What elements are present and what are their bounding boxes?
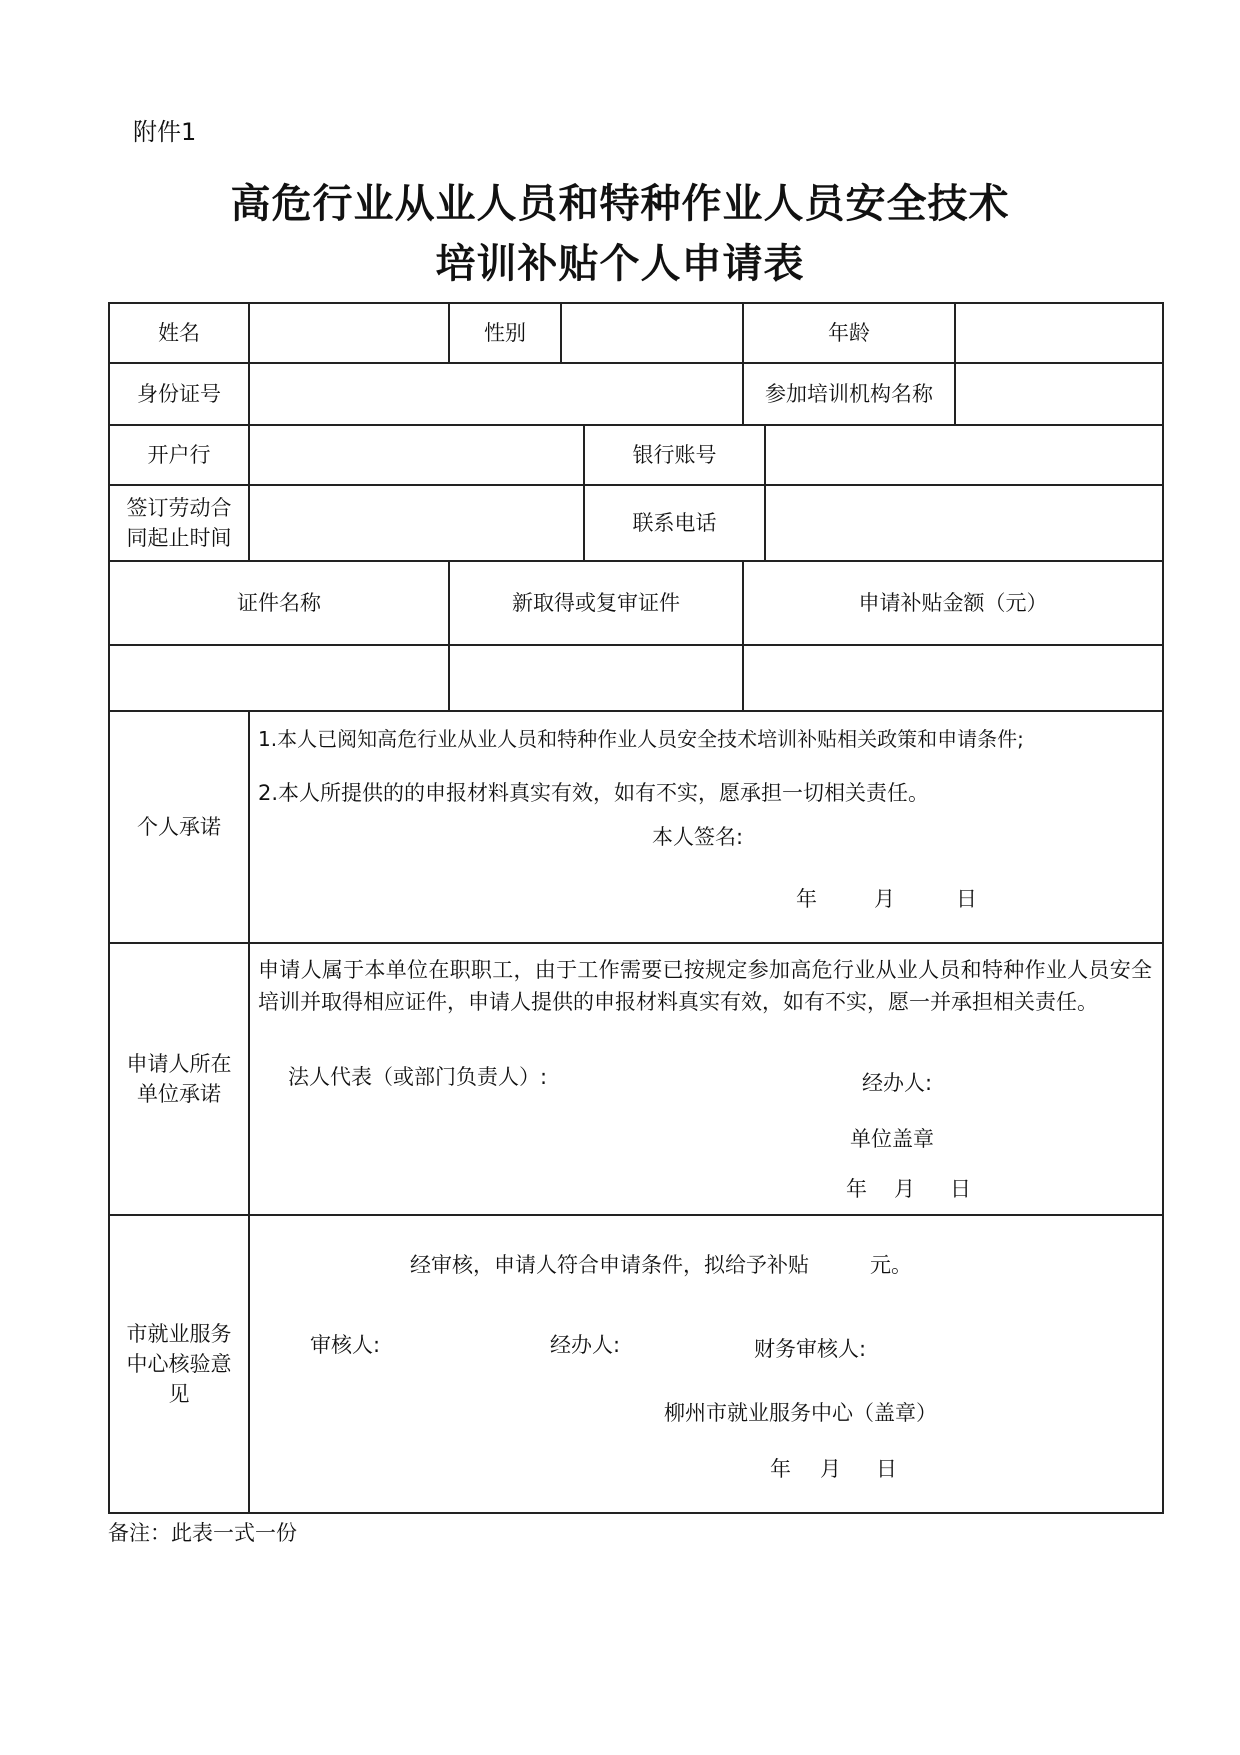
label-age: 年龄 <box>743 303 955 363</box>
center-reviewer-label: 审核人: <box>310 1333 381 1357</box>
label-cert-name: 证件名称 <box>109 561 449 645</box>
employer-seal-label: 单位盖章 <box>850 1127 934 1151</box>
personal-signature-label: 本人签名: <box>652 825 744 849</box>
label-name: 姓名 <box>109 303 249 363</box>
employer-statement: 申请人属于本单位在职职工，由于工作需要已按规定参加高危行业从业人员和特种作业人员安全培训并取得相应证件，申请人提供的申报材料真实有效，如有不实，愿一并承担相关责任。 <box>258 958 1152 1014</box>
footnote: 备注：此表一式一份 <box>108 1521 297 1545</box>
employer-handler-label: 经办人: <box>862 1071 933 1095</box>
center-statement: 经审核，申请人符合申请条件，拟给予补贴 <box>410 1253 809 1277</box>
age-field[interactable] <box>955 303 1163 363</box>
label-cert-type: 新取得或复审证件 <box>449 561 743 645</box>
employer-date-day: 日 <box>950 1177 971 1201</box>
label-personal-commitment: 个人承诺 <box>109 711 249 943</box>
employer-date-year: 年 <box>846 1177 867 1201</box>
personal-commitment-cell <box>249 711 1163 943</box>
gender-field[interactable] <box>561 303 743 363</box>
label-id-number: 身份证号 <box>109 363 249 425</box>
cert-type-field[interactable] <box>449 645 743 711</box>
attachment-label: 附件1 <box>133 118 197 146</box>
center-org-seal: 柳州市就业服务中心（盖章） <box>664 1401 937 1425</box>
personal-item-2: 2.本人所提供的的申报材料真实有效，如有不实，愿承担一切相关责任。 <box>258 781 930 805</box>
label-bank: 开户行 <box>109 425 249 485</box>
center-finance-label: 财务审核人: <box>754 1337 867 1361</box>
label-phone: 联系电话 <box>584 485 765 561</box>
cert-name-field[interactable] <box>109 645 449 711</box>
id-number-field[interactable] <box>249 363 743 425</box>
center-amount-unit: 元。 <box>870 1253 912 1277</box>
label-account: 银行账号 <box>584 425 765 485</box>
legal-rep-label: 法人代表（或部门负责人）: <box>288 1065 548 1089</box>
personal-date-month: 月 <box>874 887 895 911</box>
contract-period-field[interactable] <box>249 485 584 561</box>
label-center-review: 市就业服务中心核验意见 <box>109 1215 249 1513</box>
center-review-cell <box>249 1215 1163 1513</box>
phone-field[interactable] <box>765 485 1163 561</box>
label-gender: 性别 <box>449 303 561 363</box>
employer-date-month: 月 <box>894 1177 915 1201</box>
training-org-field[interactable] <box>955 363 1163 425</box>
label-contract-period: 签订劳动合同起止时间 <box>109 485 249 561</box>
personal-date-year: 年 <box>796 887 817 911</box>
personal-date-day: 日 <box>956 887 977 911</box>
personal-item-1: 1.本人已阅知高危行业从业人员和特种作业人员安全技术培训补贴相关政策和申请条件; <box>258 727 1024 751</box>
account-field[interactable] <box>765 425 1163 485</box>
center-handler-label: 经办人: <box>550 1333 621 1357</box>
center-date-day: 日 <box>876 1457 897 1481</box>
center-date-year: 年 <box>770 1457 791 1481</box>
label-training-org: 参加培训机构名称 <box>743 363 955 425</box>
name-field[interactable] <box>249 303 449 363</box>
label-employer-commitment: 申请人所在单位承诺 <box>109 943 249 1215</box>
center-date-month: 月 <box>820 1457 841 1481</box>
application-form-table <box>108 302 1164 1514</box>
bank-field[interactable] <box>249 425 584 485</box>
amount-field[interactable] <box>743 645 1163 711</box>
employer-commitment-cell <box>249 943 1163 1215</box>
label-amount: 申请补贴金额（元） <box>743 561 1163 645</box>
form-title-line2: 培训补贴个人申请表 <box>435 240 805 287</box>
form-title-line1: 高危行业从业人员和特种作业人员安全技术 <box>230 180 1010 227</box>
